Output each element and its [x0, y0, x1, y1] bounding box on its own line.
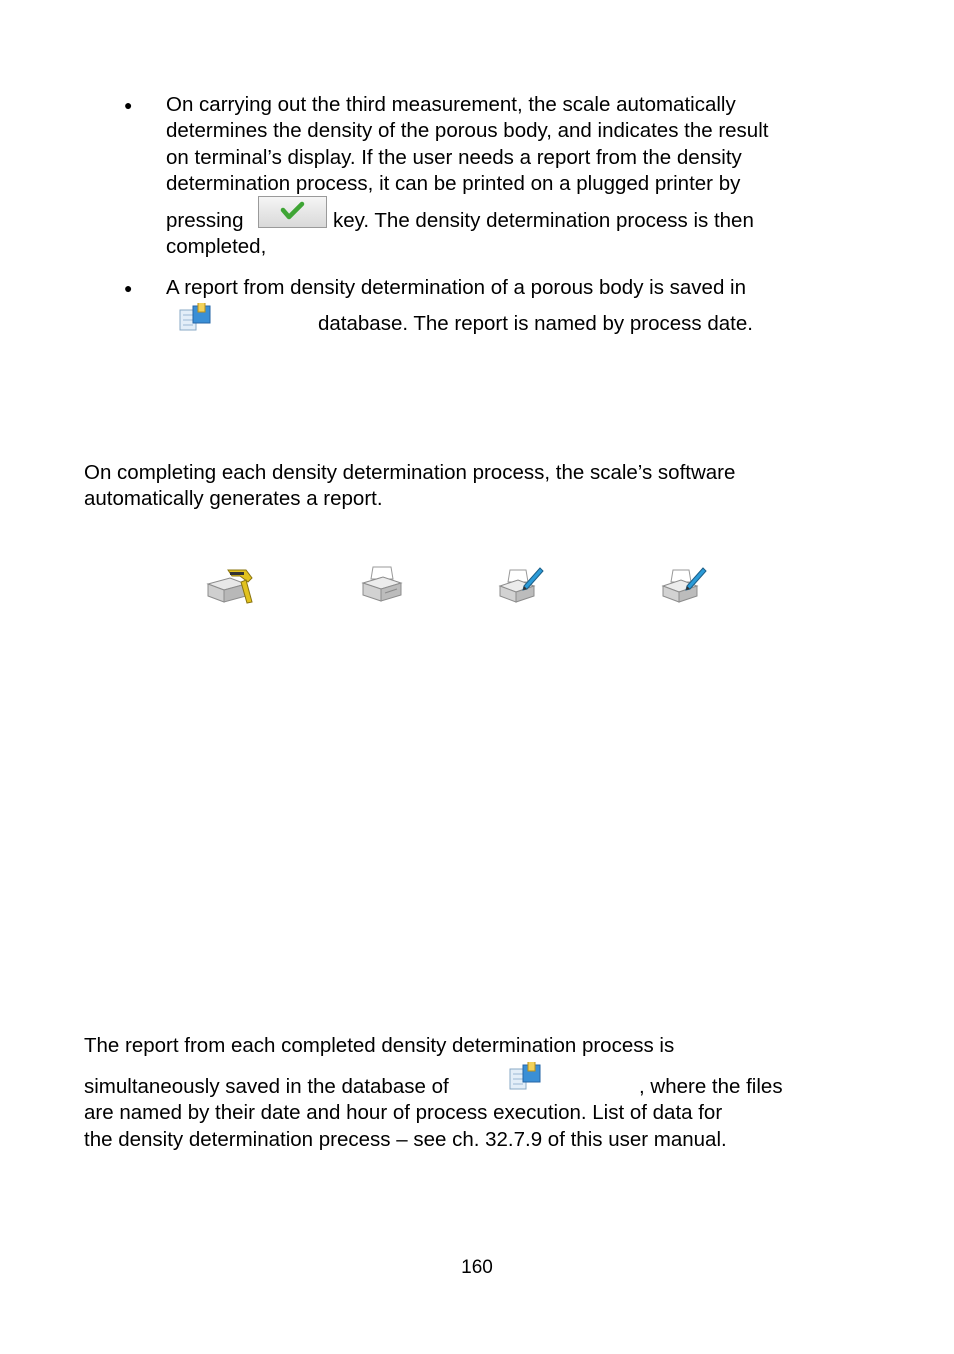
text-line: On carrying out the third measurement, the scale automatically [166, 93, 736, 116]
text-line: pressing [166, 209, 244, 232]
barcode-printer-icon [202, 566, 258, 612]
text-line: key. The density determination process is then [333, 209, 754, 232]
text-line: On completing each density determination process, the scale’s software [84, 461, 736, 484]
text-line: automatically generates a report. [84, 487, 383, 510]
text-line: The report from each completed density determination process is [84, 1034, 675, 1057]
edit-printer-icon [496, 564, 546, 612]
ok-key-button[interactable] [258, 196, 327, 228]
edit-printer-icon [659, 564, 709, 612]
text-line: A report from density determination of a porous body is saved in [166, 276, 747, 299]
text-line: database. The report is named by process date. [318, 312, 753, 335]
bullet-dot: ● [124, 280, 133, 296]
text-line: on terminal’s display. If the user needs a report from the density [166, 146, 742, 169]
bullet-dot: ● [124, 97, 133, 113]
text-line: simultaneously saved in the database of [84, 1075, 449, 1098]
page-number: 160 [461, 1257, 493, 1278]
text-line: determines the density of the porous body, and indicates the result [166, 119, 769, 142]
database-icon [178, 300, 214, 338]
text-line: are named by their date and hour of process execution. List of data for [84, 1101, 723, 1124]
check-icon [258, 196, 327, 228]
text-line: the density determination precess – see ch. 32.7.9 of this user manual. [84, 1128, 727, 1151]
text-line: , where the files [639, 1075, 783, 1098]
printer-icon [359, 563, 405, 611]
text-line: completed, [166, 235, 267, 258]
text-line: determination process, it can be printed on a plugged printer by [166, 172, 741, 195]
database-icon [508, 1059, 544, 1097]
